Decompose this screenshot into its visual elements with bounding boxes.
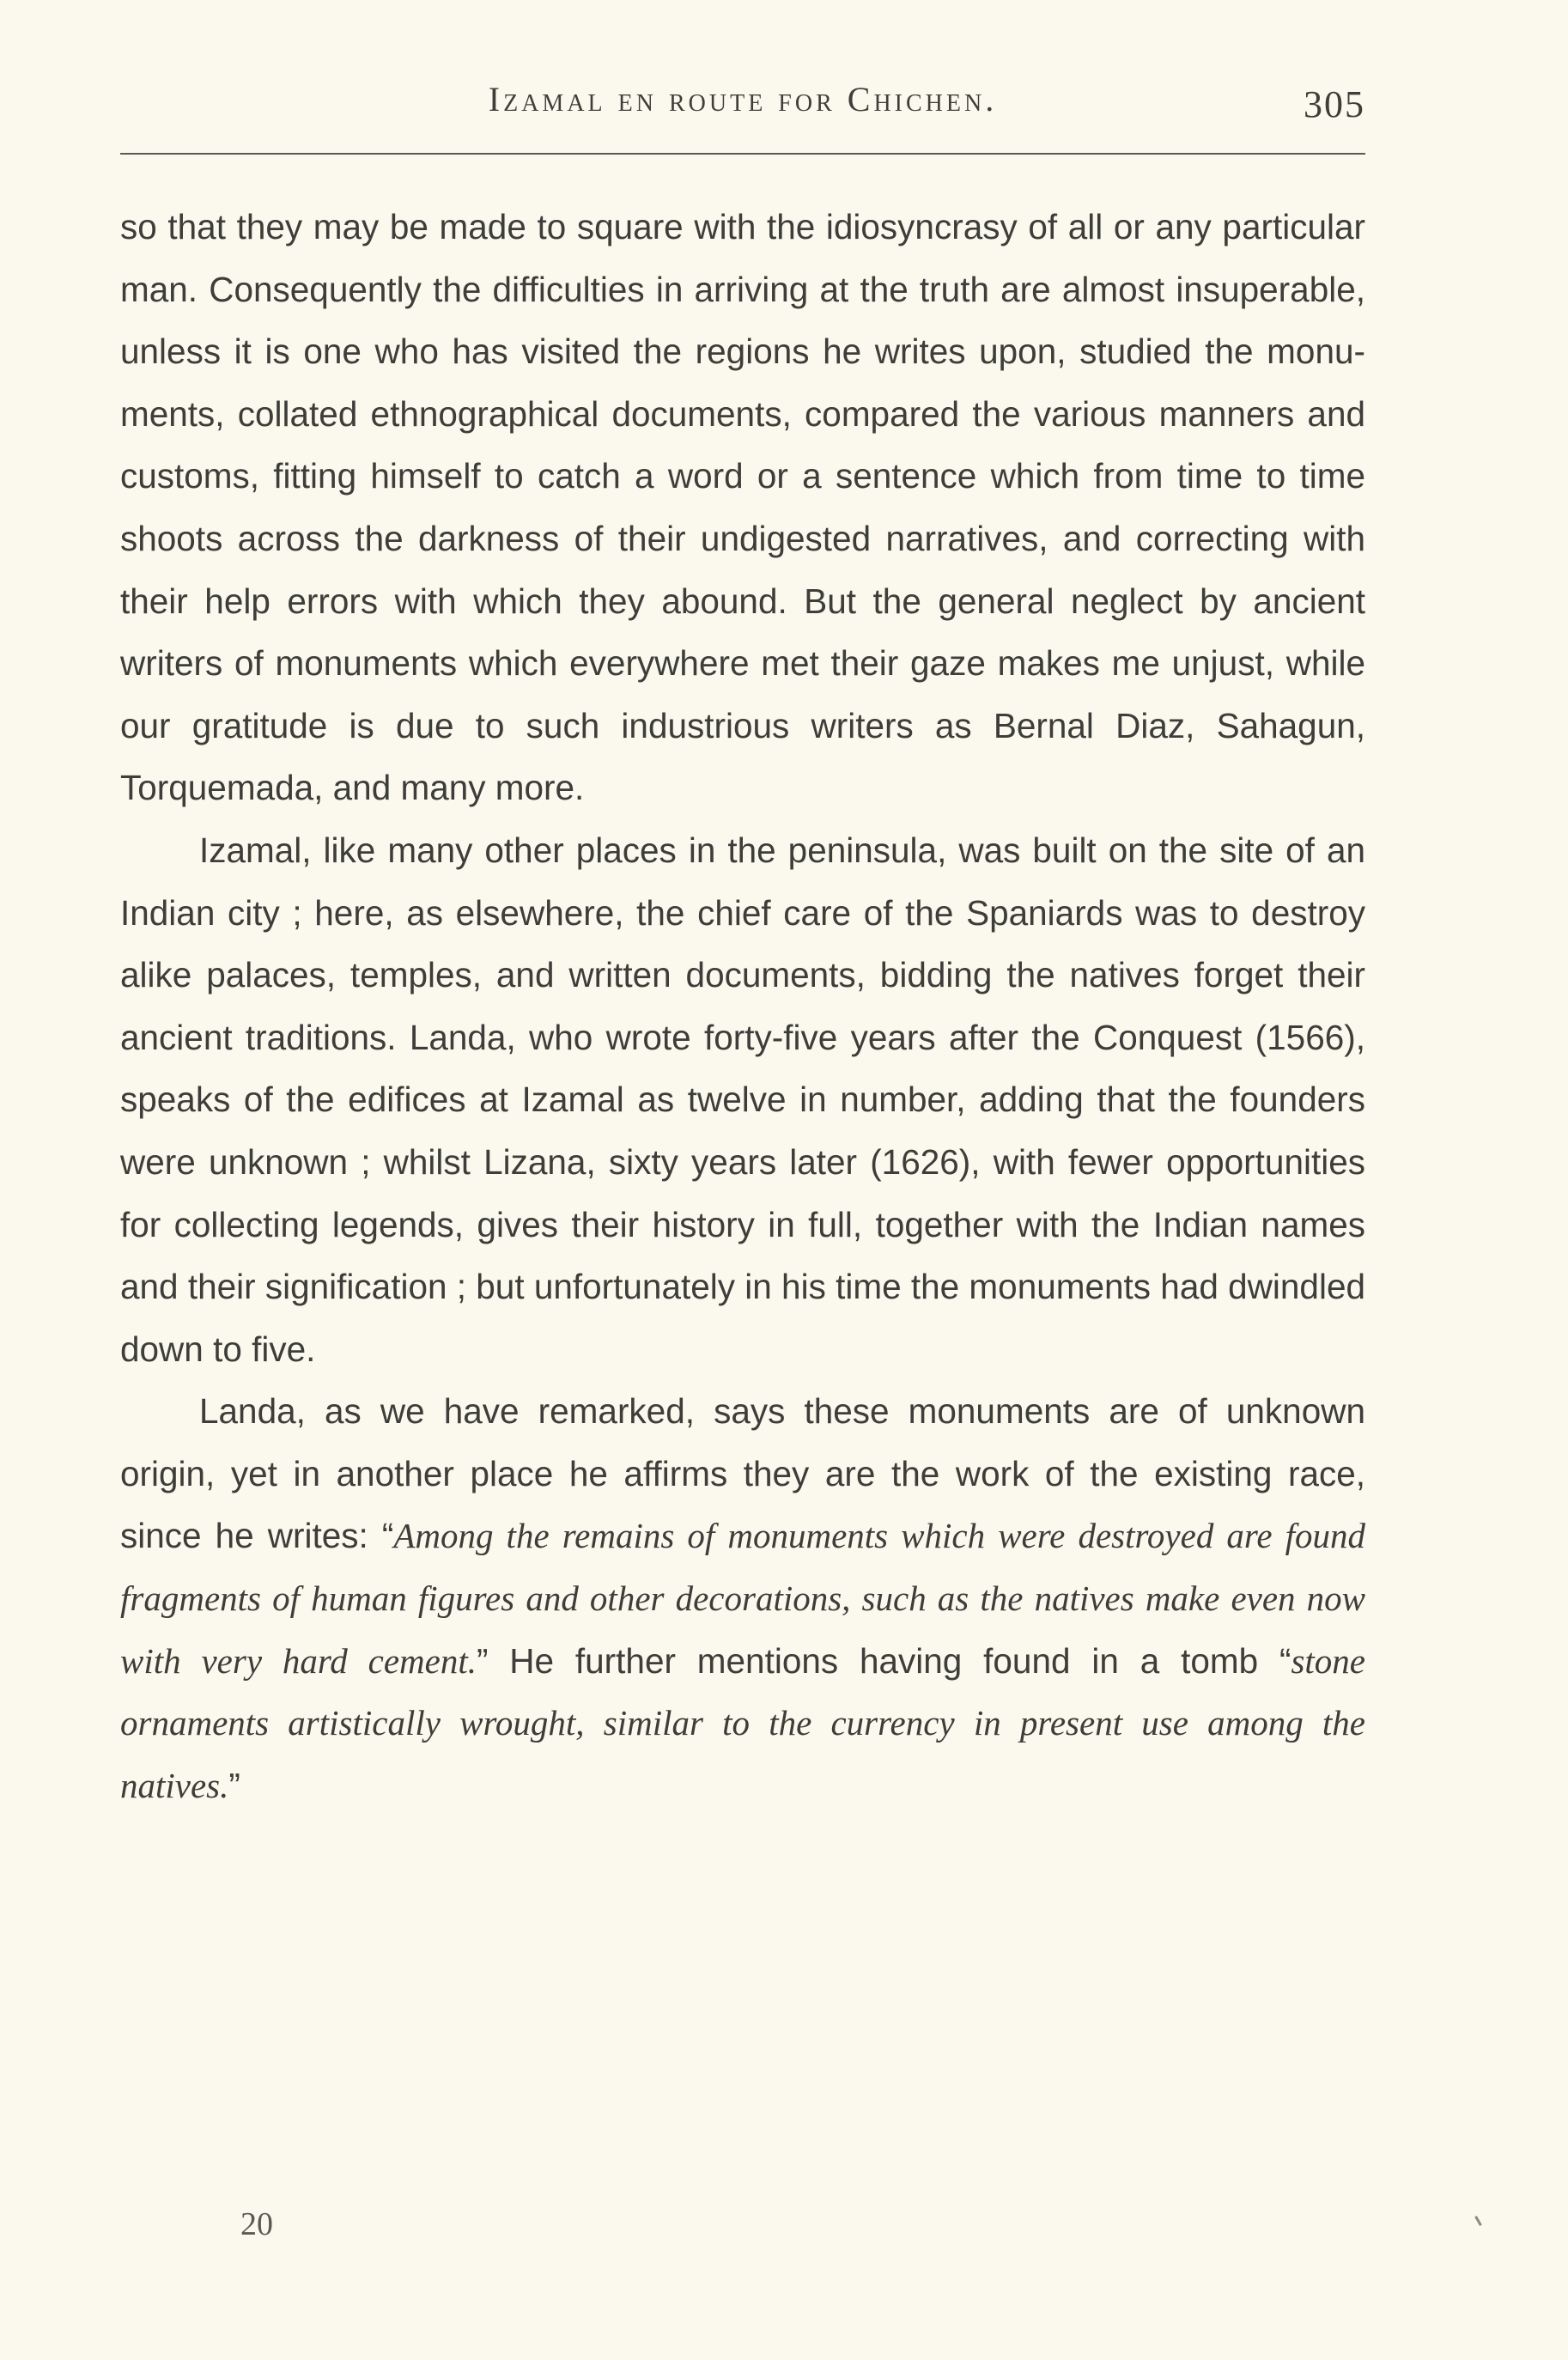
running-title: Izamal en route for Chichen. <box>488 80 998 119</box>
landa-quote-2: stone ornaments artistically wrought, similar to the currency in present use among the natives. <box>120 1640 1365 1805</box>
paragraph-1 <box>120 196 1365 819</box>
closing-quote-mark: ” <box>228 1765 240 1805</box>
paragraph-1-text: so that they may be made to square with the idiosyncrasy of all or any particular man. Consequently the difficulties in arriving at the truth are almost insuperable, unless it is one who has visited the regions he writes upon, studied the monuments, collated ethnographical documents, compared the various manners and customs, fitting himself to catch a word or a sentence which from time to time shoots across the darkness of their undigested narratives, and correcting with their help errors with which they abound. But the general neglect by ancient writers of monuments which everywhere met their gaze makes me unjust, while our gratitude is due to such industrious writers as Bernal Diaz, Sahagun, Torquemada, and many more. <box>120 207 1365 808</box>
header-rule <box>120 153 1365 155</box>
paragraph-2-text: Izamal, like many other places in the peninsula, was built on the site of an Indian city ; here, as elsewhere, the chief care of the Spaniards was to destroy alike palaces, temples, and written documents, bidding the natives forget their ancient traditions. Landa, who wrote forty-five years after the Conquest (1566), speaks of the edifices at Izamal as twelve in number, adding that the founders were unknown ; whilst Lizana, sixty years later (1626), with fewer opportunities for collecting legends, gives their history in full, together with the Indian names and their signification ; but unfortunately in his time the monuments had dwindled down to five. <box>120 830 1365 1369</box>
paragraph-3-text: Landa, as we have remarked, says these monuments are of unknown origin, yet in another place he affirms they are the work of the existing race, since he writes: “ <box>120 1391 1365 1556</box>
signature-mark: 20 <box>240 2206 273 2242</box>
body-text <box>120 196 1365 1816</box>
paragraph-3-text-continued: ” He further mentions having found in a tomb “ <box>476 1640 1291 1681</box>
paragraph-2 <box>120 819 1365 1380</box>
paper-speck <box>1474 2216 1482 2226</box>
landa-quote-1: Among the remains of monuments which were destroyed are found fragments of human figures and other decorations, such as the natives make even now with very hard cement. <box>120 1516 1365 1681</box>
running-head <box>120 79 1365 131</box>
paragraph-3 <box>120 1380 1365 1816</box>
page-number: 305 <box>1304 83 1365 125</box>
